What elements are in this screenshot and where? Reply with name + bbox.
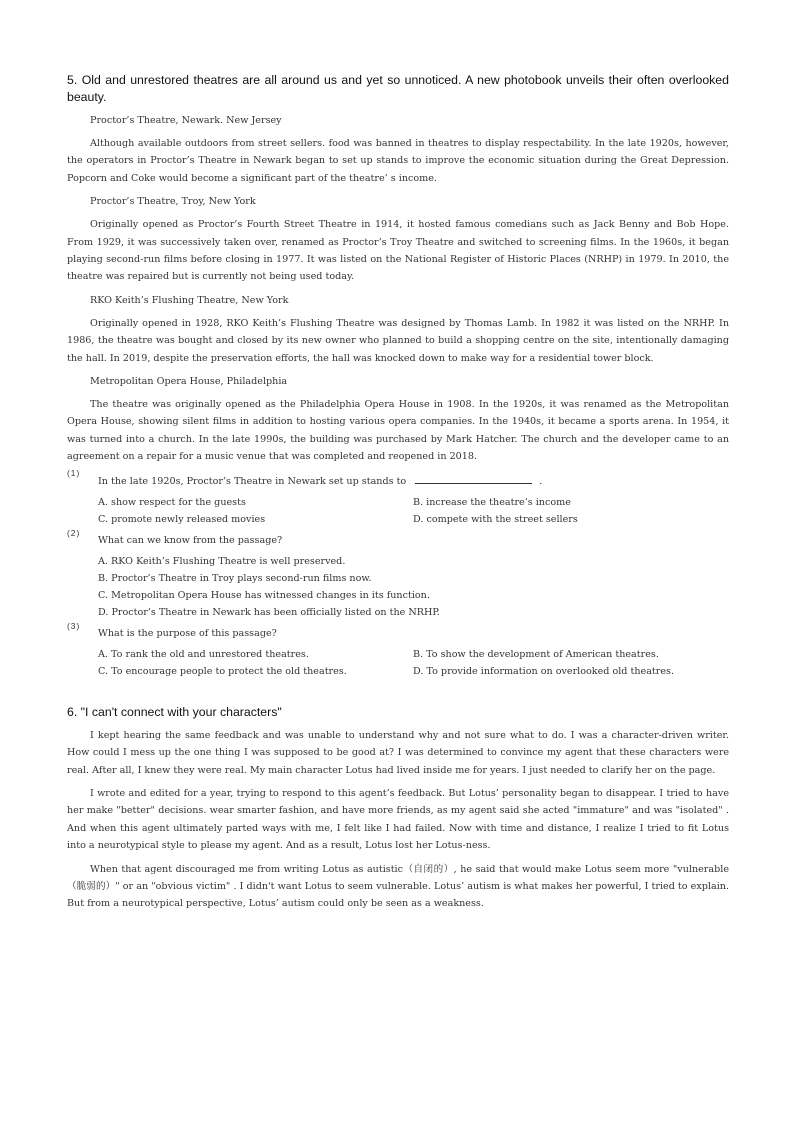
theatre-paragraph: The theatre was originally opened as the Philadelphia Opera House in 1908. In the 1920s, it was renamed as the Metropolitan Opera House, showing silent films in addition to hosting various opera companies. In the 1940s, it became a sports arena. In 1954, it was turned into a church. In the late 1990s, the building was purchased by Mark Hatcher. The church and the developer came to an agreement on a repair for a music venue that was completed and reopened in 2018.: [67, 399, 729, 463]
question-2-options: [67, 553, 729, 621]
story-paragraph: When that agent discouraged me from writing Lotus as autistic（自闭的）, he said that would make Lotus seem more "vulnerable（脆弱的）" or an "obvious victim" . I didn't want Lotus to seem vulnerable. Lotus’ autism is what makes her powerful, I tried to explain. But from a neurotypical perspective, Lotus’ autism could only be seen as a weakness.: [67, 863, 729, 910]
question-end: .: [539, 475, 543, 487]
answer-blank[interactable]: [415, 472, 532, 484]
theatre-paragraph: Originally opened in 1928, RKO Keith’s Flushing Theatre was designed by Thomas Lamb. In 1982 it was listed on the NRHP. In 1986, the theatre was bought and closed by its new owner who planned to build a shopping centre on the site, intentionally damaging the hall. In 2019, despite the preservation efforts, the hall was knocked down to make way for a residential tower block.: [67, 317, 729, 364]
question-text: [67, 472, 729, 490]
section5-heading: 5. Old and unrestored theatres are all around us and yet so unnoticed. A new photobook unveils their often overlooked beauty.: [67, 73, 729, 104]
question-text: What can we know from the passage?: [98, 534, 283, 546]
option-d[interactable]: D. Proctor’s Theatre in Newark has been officially listed on the NRHP.: [98, 606, 440, 618]
question-2: [67, 527, 729, 549]
question-number: (2): [67, 527, 81, 538]
story-paragraph: I wrote and edited for a year, trying to respond to this agent’s feedback. But Lotus’ personality began to disappear. I tried to have her make "better" decisions. wear smarter fashion, and have more friends, as my agent said she acted "immature" and was "isolated" . And when this agent ultimately parted ways with me, I felt like I had failed. Now with time and distance, I realize I tried to fit Lotus into a neurotypical style to please my agent. And as a result, Lotus lost her Lotus-ness.: [67, 787, 729, 852]
option-d[interactable]: D. compete with the street sellers: [413, 513, 578, 525]
option-a[interactable]: A. To rank the old and unrestored theatres.: [98, 648, 309, 660]
theatre-title: Proctor’s Theatre, Newark. New Jersey: [90, 115, 282, 126]
question-3-options: [67, 646, 729, 680]
option-b[interactable]: B. To show the development of American theatres.: [413, 648, 659, 660]
section6-heading: 6. "I can't connect with your characters": [67, 704, 282, 719]
question-3: [67, 620, 729, 642]
option-d[interactable]: D. To provide information on overlooked old theatres.: [413, 665, 675, 677]
section-gap: [67, 684, 729, 704]
option-c[interactable]: C. To encourage people to protect the old theatres.: [98, 665, 347, 677]
option-a[interactable]: A. RKO Keith’s Flushing Theatre is well preserved.: [98, 555, 346, 567]
theatre-title: RKO Keith’s Flushing Theatre, New York: [90, 294, 289, 306]
document-page: [67, 72, 729, 919]
question-number: (3): [67, 620, 81, 631]
question-text: What is the purpose of this passage?: [98, 627, 277, 639]
option-c[interactable]: C. Metropolitan Opera House has witnessed changes in its function.: [98, 589, 430, 601]
theatre-paragraph: Originally opened as Proctor’s Fourth Street Theatre in 1914, it hosted famous comedians such as Jack Benny and Bob Hope. From 1929, it was successively taken over, renamed as Proctor’s Troy Theatre and switched to screening films. In the 1960s, it began playing second-run films before closing in 1977. It was listed on the National Register of Historic Places (NRHP) in 1979. In 2010, the theatre was repaired but is currently not being used today.: [67, 219, 729, 283]
story-paragraph: I kept hearing the same feedback and was unable to understand why and not sure what to do. I was a character-driven writer. How could I mess up the one thing I was supposed to be good at? I was determined to convince my agent that these characters were real. After all, I knew they were real. My main character Lotus had lived inside me for years. I just needed to clarify her on the page.: [67, 729, 729, 776]
option-a[interactable]: A. show respect for the guests: [98, 496, 246, 508]
option-c[interactable]: C. promote newly released movies: [98, 513, 266, 525]
option-b[interactable]: B. increase the theatre’s income: [413, 496, 571, 508]
theatre-paragraph: Although available outdoors from street sellers. food was banned in theatres to display respectability. In the late 1920s, however, the operators in Proctor’s Theatre in Newark began to set up stands to improve the economic situation during the Great Depression. Popcorn and Coke would become a significant part of the theatre’ s income.: [67, 138, 729, 184]
question-stem: In the late 1920s, Proctor’s Theatre in Newark set up stands to: [98, 475, 407, 487]
theatre-title: Proctor’s Theatre, Troy, New York: [90, 196, 256, 208]
theatre-title: Metropolitan Opera House, Philadelphia: [90, 376, 288, 388]
question-1-options: [67, 494, 729, 528]
question-number: (1): [67, 467, 81, 478]
question-1: [67, 467, 729, 490]
option-b[interactable]: B. Proctor’s Theatre in Troy plays second-run films now.: [98, 572, 372, 584]
